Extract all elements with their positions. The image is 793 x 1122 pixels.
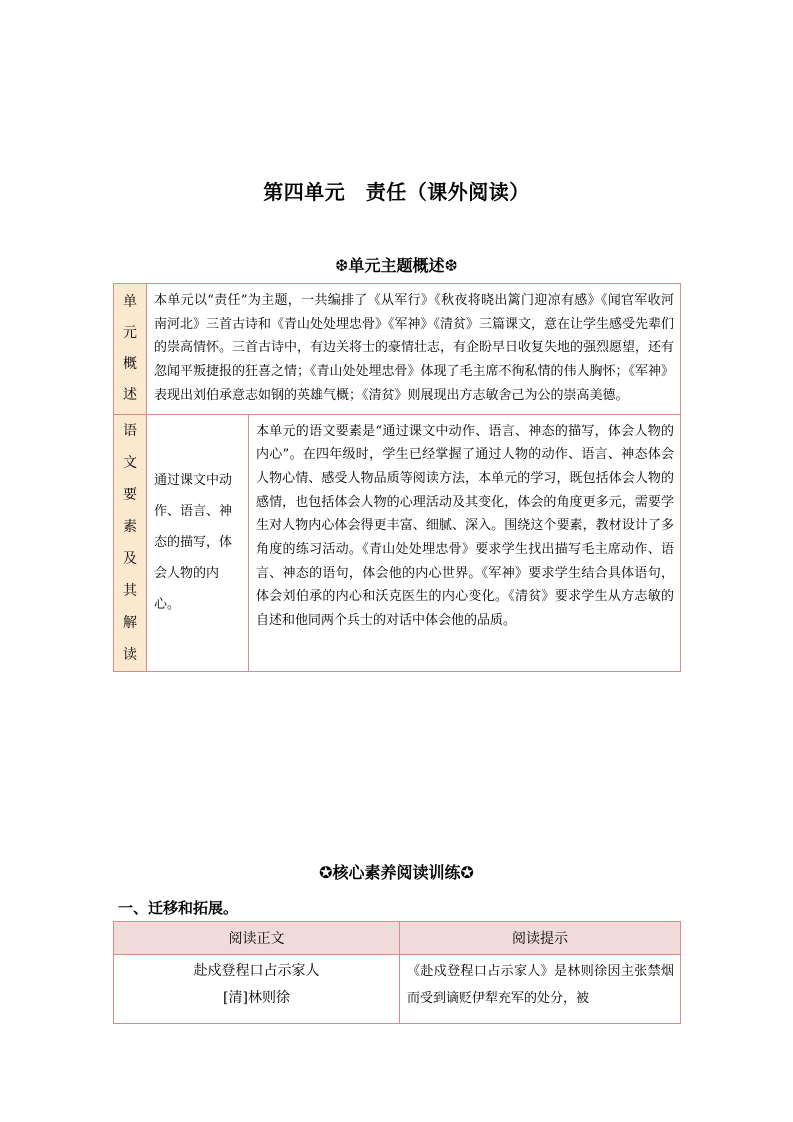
page-title: 第四单元 责任（课外阅读） [263, 180, 530, 204]
elements-row [114, 414, 681, 671]
reading-table-row [114, 955, 681, 1024]
overview-row [114, 284, 681, 415]
overview-label: 单元概述 [123, 293, 137, 403]
reading-table [113, 921, 681, 1024]
hint-text: 《赴戍登程口占示家人》是林则徐因主张禁烟而受到谪贬伊犁充军的处分，被 [400, 955, 681, 1024]
poem-title: 赴戍登程口占示家人 [193, 963, 320, 979]
reading-table-header [114, 922, 681, 955]
elements-label-cell [114, 414, 147, 671]
sub-heading: 一、迁移和拓展。 [118, 899, 239, 917]
elements-label: 语文要素及其解读 [123, 422, 137, 663]
unit-overview-table [113, 283, 681, 672]
overview-text: 本单元以“责任”为主题，一共编排了《从军行》《秋夜将晓出篱门迎凉有感》《闻官军收河南河北》三首古诗和《青山处处埋忠骨》《军神》《清贫》三篇课文，意在让学生感受先辈们的崇高情怀。三首古诗中，有边关将士的豪情壮志，有企盼早日收复失地的强烈愿望，还有忽闻平叛捷报的狂喜之情；《青山处处埋忠骨》体现了毛主席不徇私情的伟人胸怀；《军神》表现出刘伯承意志如钢的英雄气概；《清贫》则展现出方志敏舍己为公的崇高美德。 [147, 284, 681, 415]
element-text: 通过课文中动作、语言、神态的描写，体会人物的内心。 [147, 414, 249, 671]
section-title-unit-overview: ❆单元主题概述❆ [335, 256, 458, 275]
col-header-hint: 阅读提示 [400, 922, 681, 955]
poem-author: [清]林则徐 [223, 990, 290, 1006]
element-interpretation: 本单元的语文要素是“通过课文中动作、语言、神态的描写，体会人物的内心”。在四年级时，学生已经掌握了通过人物的动作、语言、神态体会人物心情、感受人物品质等阅读方法，本单元的学习，既包括体会人物的感情，也包括体会人物的心理活动及其变化，体会的角度更多元，需要学生对人物内心体会得更丰富、细腻、深入。围绕这个要素，教材设计了多角度的练习活动。《青山处处埋忠骨》要求学生找出描写毛主席动作、语言、神态的语句，体会他的内心世界。《军神》要求学生结合具体语句，体会刘伯承的内心和沃克医生的内心变化。《清贫》要求学生从方志敏的自述和他同两个兵士的对话中体会他的品质。 [249, 414, 681, 671]
overview-label-cell [114, 284, 147, 415]
col-header-text: 阅读正文 [114, 922, 400, 955]
poem-cell [114, 955, 400, 1024]
section-title-reading-training: ✪核心素养阅读训练✪ [319, 863, 474, 882]
